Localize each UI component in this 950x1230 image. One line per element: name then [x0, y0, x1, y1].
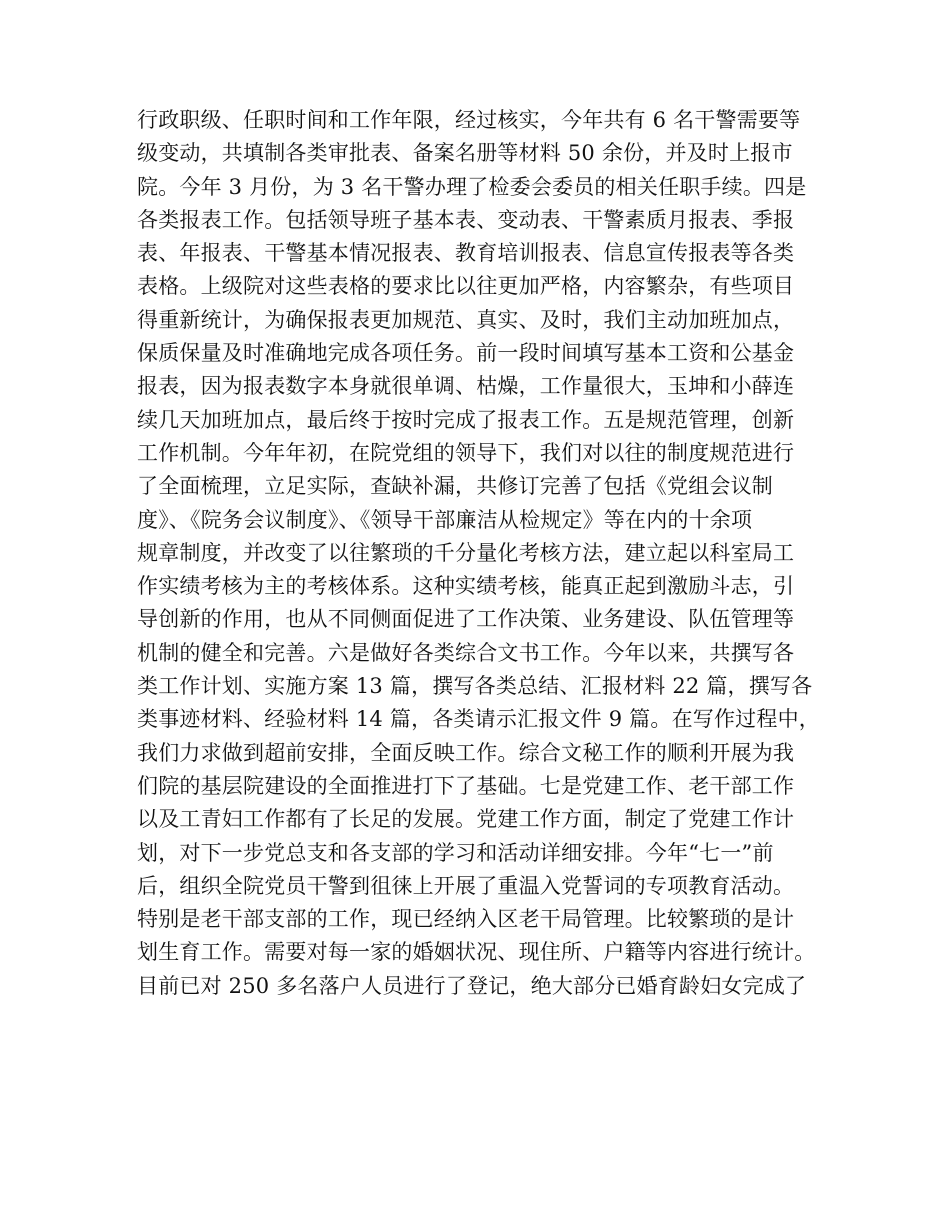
text-line: 后，组织全院党员干警到徂徕上开展了重温入党誓词的专项教育活动。 [137, 873, 795, 898]
text-line: 划生育工作。需要对每一家的婚姻状况、现住所、户籍等内容进行统计。 [137, 940, 816, 965]
text-line: 作实绩考核为主的考核体系。这种实绩考核，能真正起到激励斗志，引 [137, 574, 795, 599]
text-line: 规章制度，并改变了以往繁琐的千分量化考核方法，建立起以科室局工 [137, 540, 795, 565]
text-line: 导创新的作用，也从不同侧面促进了工作决策、业务建设、队伍管理等 [137, 607, 795, 632]
text-line: 特别是老干部支部的工作，现已经纳入区老干局管理。比较繁琐的是计 [137, 907, 795, 932]
text-line: 级变动，共填制各类审批表、备案名册等材料 50 余份，并及时上报市 [137, 141, 793, 166]
text-line: 划，对下一步党总支和各支部的学习和活动详细安排。今年“七一”前 [137, 840, 774, 865]
text-line: 表格。上级院对这些表格的要求比以往更加严格，内容繁杂，有些项目 [137, 274, 795, 299]
text-line: 行政职级、任职时间和工作年限，经过核实，今年共有 6 名干警需要等 [137, 108, 801, 132]
text-line: 机制的健全和完善。六是做好各类综合文书工作。今年以来，共撰写各 [137, 640, 795, 665]
text-line: 得重新统计，为确保报表更加规范、真实、及时，我们主动加班加点， [137, 307, 795, 332]
text-line: 各类报表工作。包括领导班子基本表、变动表、干警素质月报表、季报 [137, 207, 795, 232]
text-line: 院。今年 3 月份，为 3 名干警办理了检委会委员的相关任职手续。四是 [137, 174, 807, 199]
text-line: 了全面梳理，立足实际，查缺补漏，共修订完善了包括《党组会议制 [137, 474, 773, 499]
text-line: 类工作计划、实施方案 13 篇，撰写各类总结、汇报材料 22 篇，撰写各 [137, 674, 813, 699]
text-line: 保质保量及时准确地完成各项任务。前一段时间填写基本工资和公基金 [137, 341, 795, 366]
body-text [137, 104, 837, 1003]
text-line: 们院的基层院建设的全面推进打下了基础。七是党建工作、老干部工作 [137, 773, 795, 798]
text-line: 工作机制。今年年初，在院党组的领导下，我们对以往的制度规范进行 [137, 440, 795, 465]
text-line: 表、年报表、干警基本情况报表、教育培训报表、信息宣传报表等各类 [137, 241, 795, 266]
text-line: 目前已对 250 多名落户人员进行了登记，绝大部分已婚育龄妇女完成了 [137, 973, 807, 998]
text-line: 我们力求做到超前安排，全面反映工作。综合文秘工作的顺利开展为我 [137, 740, 795, 765]
text-line: 度》、《院务会议制度》、《领导干部廉洁从检规定》等在内的十余项 [137, 507, 753, 532]
text-line: 类事迹材料、经验材料 14 篇，各类请示汇报文件 9 篇。在写作过程中， [137, 707, 820, 732]
text-line: 报表，因为报表数字本身就很单调、枯燥，工作量很大，玉坤和小薛连 [137, 374, 795, 399]
text-line: 续几天加班加点，最后终于按时完成了报表工作。五是规范管理，创新 [137, 407, 795, 432]
text-line: 以及工青妇工作都有了长足的发展。党建工作方面，制定了党建工作计 [137, 807, 795, 832]
